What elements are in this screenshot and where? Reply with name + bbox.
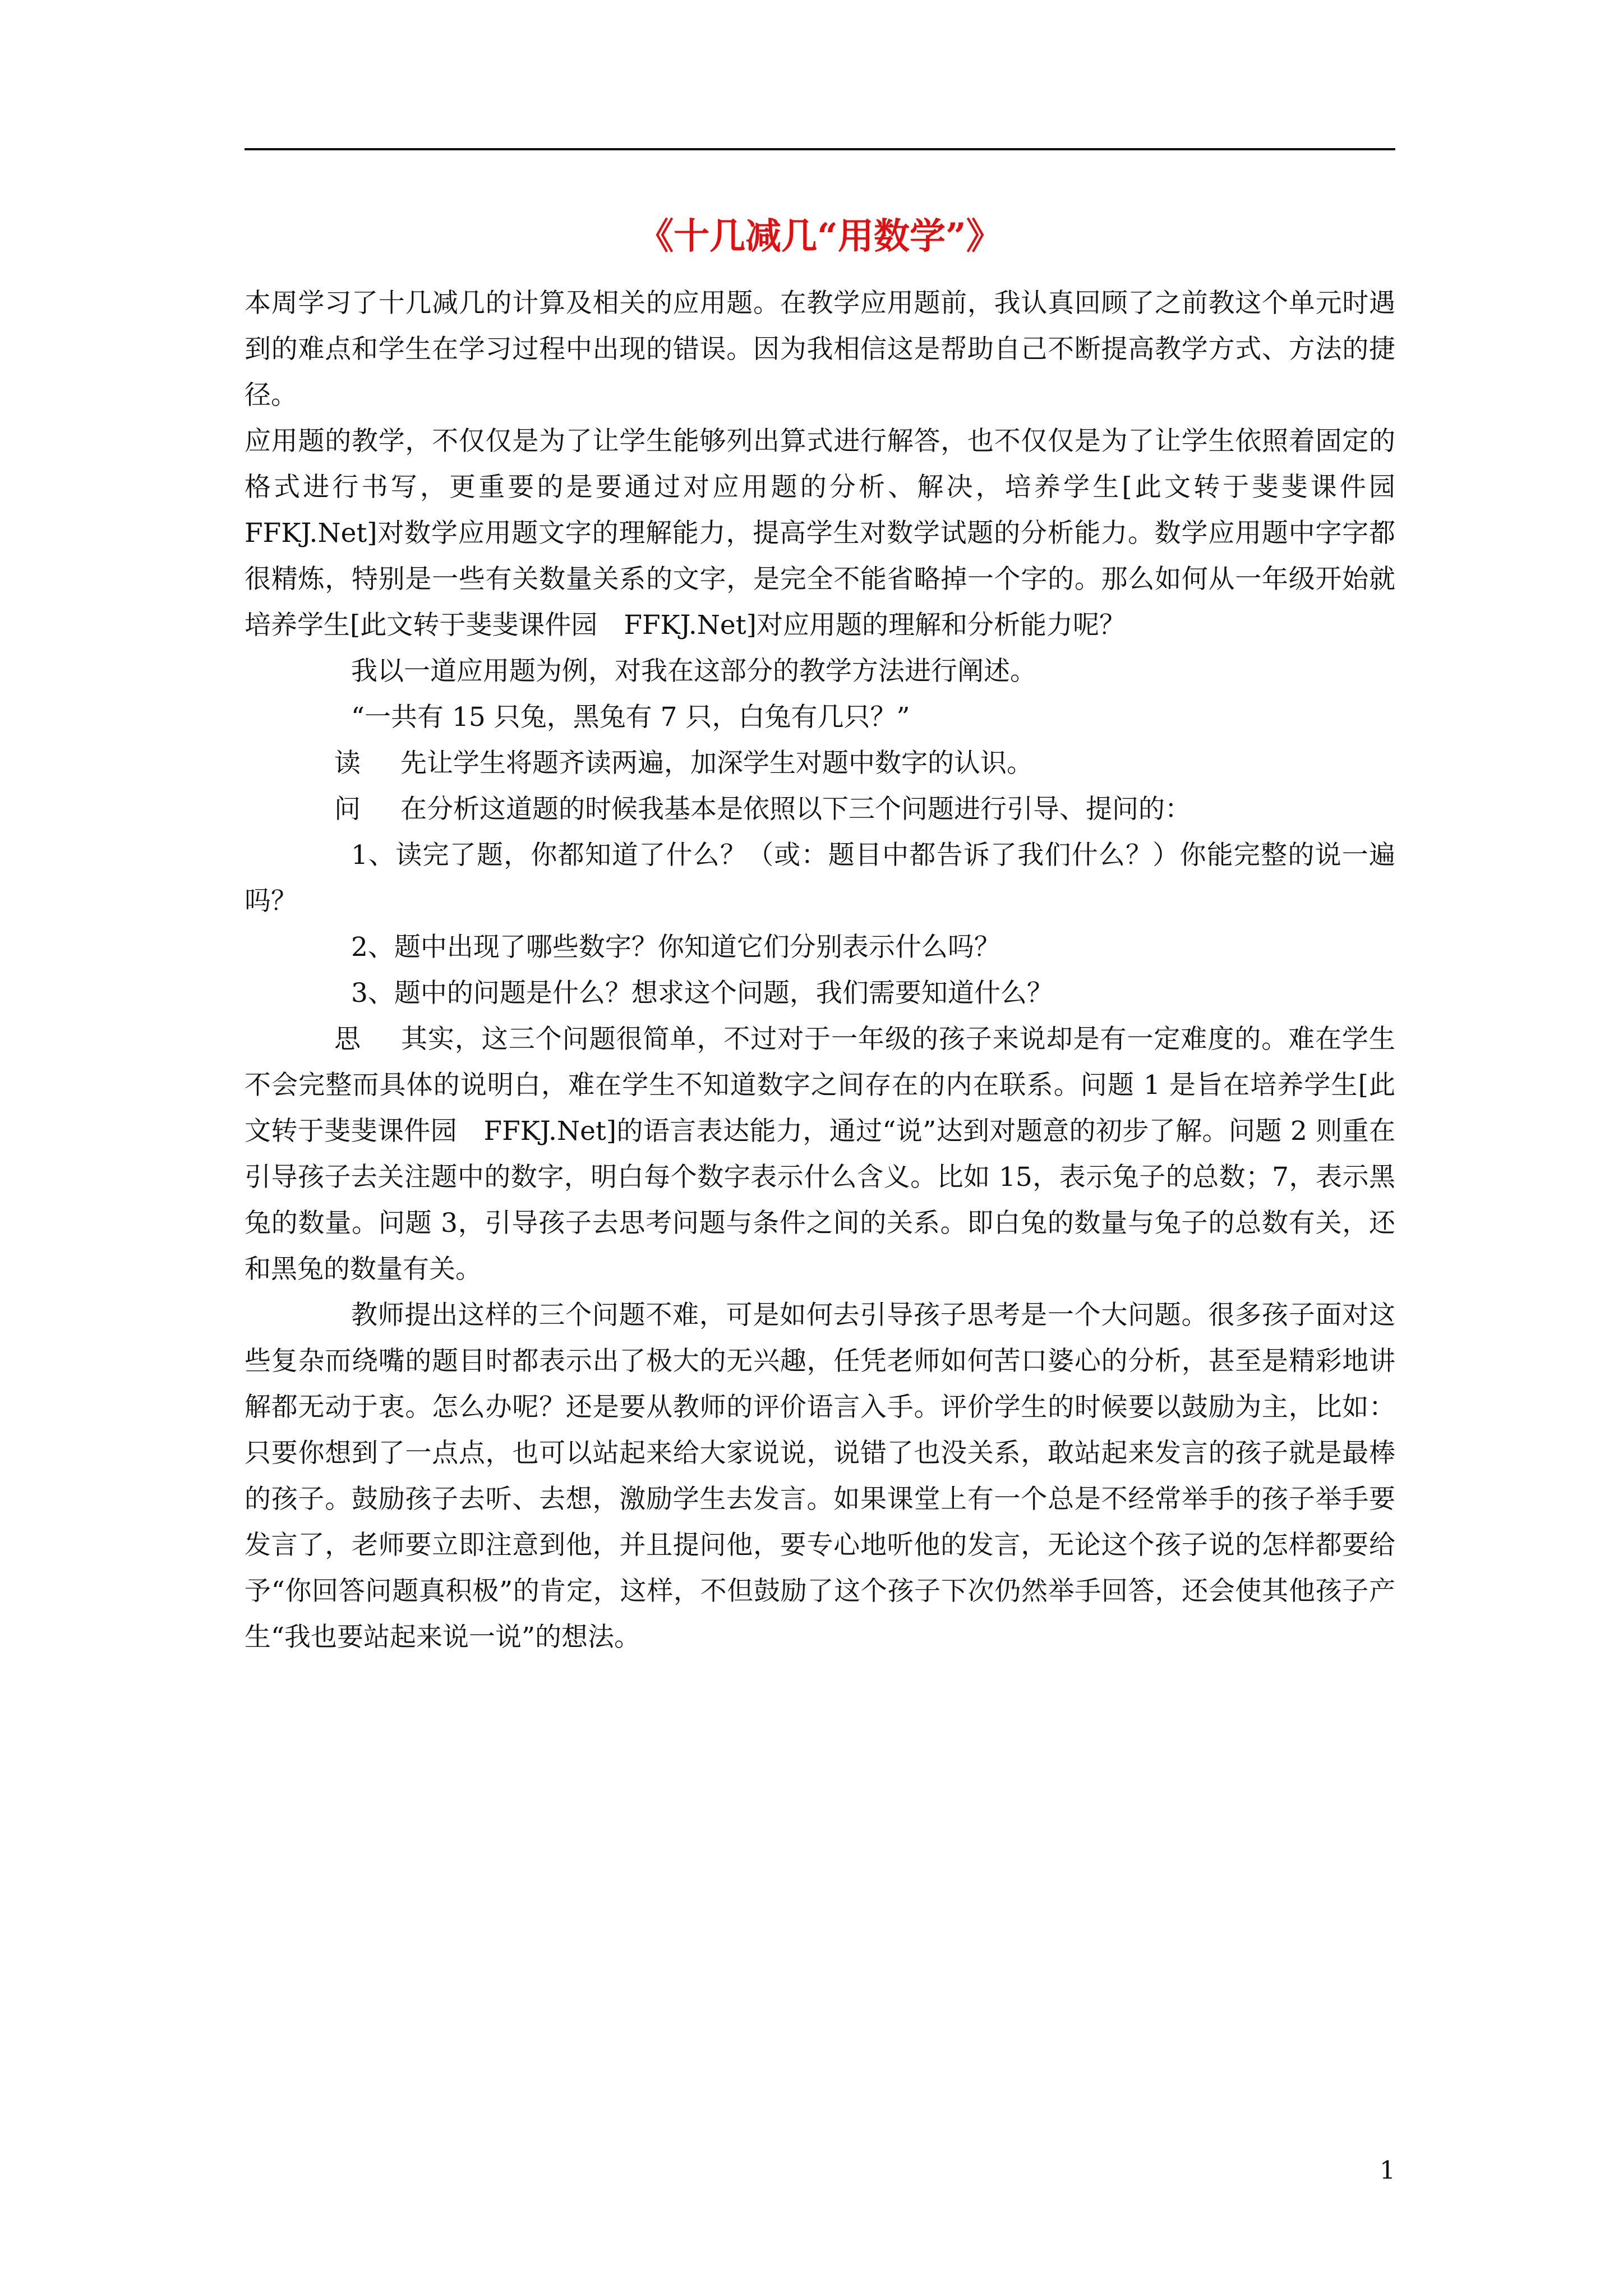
page-number: 1 — [1380, 2156, 1395, 2185]
read-text: 先让学生将题齐读两遍，加深学生对题中数字的认识。 — [400, 748, 1033, 779]
paragraph-think — [245, 1016, 1395, 1292]
paragraph-intro: 本周学习了十几减几的计算及相关的应用题。在教学应用题前，我认真回顾了之前教这个单元时遇到的难点和学生在学习过程中出现的错误。因为我相信这是帮助自己不断提高教学方式、方法的捷径。 — [245, 288, 1395, 411]
paragraph-teaching: 应用题的教学，不仅仅是为了让学生能够列出算式进行解答，也不仅仅是为了让学生依照着固定的格式进行书写，更重要的是要通过对应用题的分析、解决，培养学生[此文转于斐斐课件园 FFKJ.Net]对数学应用题文字的理解能力，提高学生对数学试题的分析能力。数学应用题中字字都很精炼，特别是一些有关数量关系的文字，是完全不能省略掉一个字的。那么如何从一年级开始就培养学生[此文转于斐斐课件园 FFKJ.Net]对应用题的理解和分析能力呢？ — [245, 426, 1422, 641]
paragraph-ask — [245, 786, 1395, 832]
paragraph-example-intro: 我以一道应用题为例，对我在这部分的教学方法进行阐述。 — [351, 656, 1036, 687]
question-3: 3、题中的问题是什么？想求这个问题，我们需要知道什么？ — [351, 978, 1053, 1009]
document-body — [245, 280, 1422, 1660]
ask-text: 在分析这道题的时候我基本是依照以下三个问题进行引导、提问的： — [400, 794, 1191, 825]
paragraph-read — [245, 740, 1395, 786]
document-title: 《十几减几“用数学”》 — [638, 215, 1002, 257]
header-rule — [245, 148, 1395, 150]
question-1: 1、读完了题，你都知道了什么？（或：题目中都告诉了我们什么？）你能完整的说一遍吗？ — [245, 840, 1395, 917]
paragraph-example-problem: “一共有 15 只兔，黑兔有 7 只，白兔有几只？” — [351, 702, 910, 733]
think-text: 其实，这三个问题很简单，不过对于一年级的孩子来说却是有一定难度的。难在学生不会完整而具体的说明白，难在学生不知道数字之间存在的内在联系。问题 1 是旨在培养学生[此文转于斐斐课件园 FFKJ.Net]的语言表达能力，通过“说”达到对题意的初步了解。问题 2 则重在引导孩子去关注题中的数字，明白每个数字表示什么含义。比如 15，表示兔子的总数；7，表示黑兔的数量。问题 3，引导孩子去思考问题与条件之间的关系。即白兔的数量与兔子的总数有关，还和黑兔的数量有关。 — [245, 1024, 1395, 1285]
read-label: 读 — [334, 748, 361, 779]
question-2: 2、题中出现了哪些数字？你知道它们分别表示什么吗？ — [351, 932, 1000, 963]
think-label: 思 — [334, 1024, 361, 1055]
ask-label: 问 — [334, 794, 361, 825]
paragraph-encouragement: 教师提出这样的三个问题不难，可是如何去引导孩子思考是一个大问题。很多孩子面对这些复杂而绕嘴的题目时都表示出了极大的无兴趣，任凭老师如何苦口婆心的分析，甚至是精彩地讲解都无动于衷。怎么办呢？还是要从教师的评价语言入手。评价学生的时候要以鼓励为主，比如：只要你想到了一点点，也可以站起来给大家说说，说错了也没关系，敢站起来发言的孩子就是最棒的孩子。鼓励孩子去听、去想，激励学生去发言。如果课堂上有一个总是不经常举手的孩子举手要发言了，老师要立即注意到他，并且提问他，要专心地听他的发言，无论这个孩子说的怎样都要给予“你回答问题真积极”的肯定，这样，不但鼓励了这个孩子下次仍然举手回答，还会使其他孩子产生“我也要站起来说一说”的想法。 — [245, 1300, 1395, 1653]
